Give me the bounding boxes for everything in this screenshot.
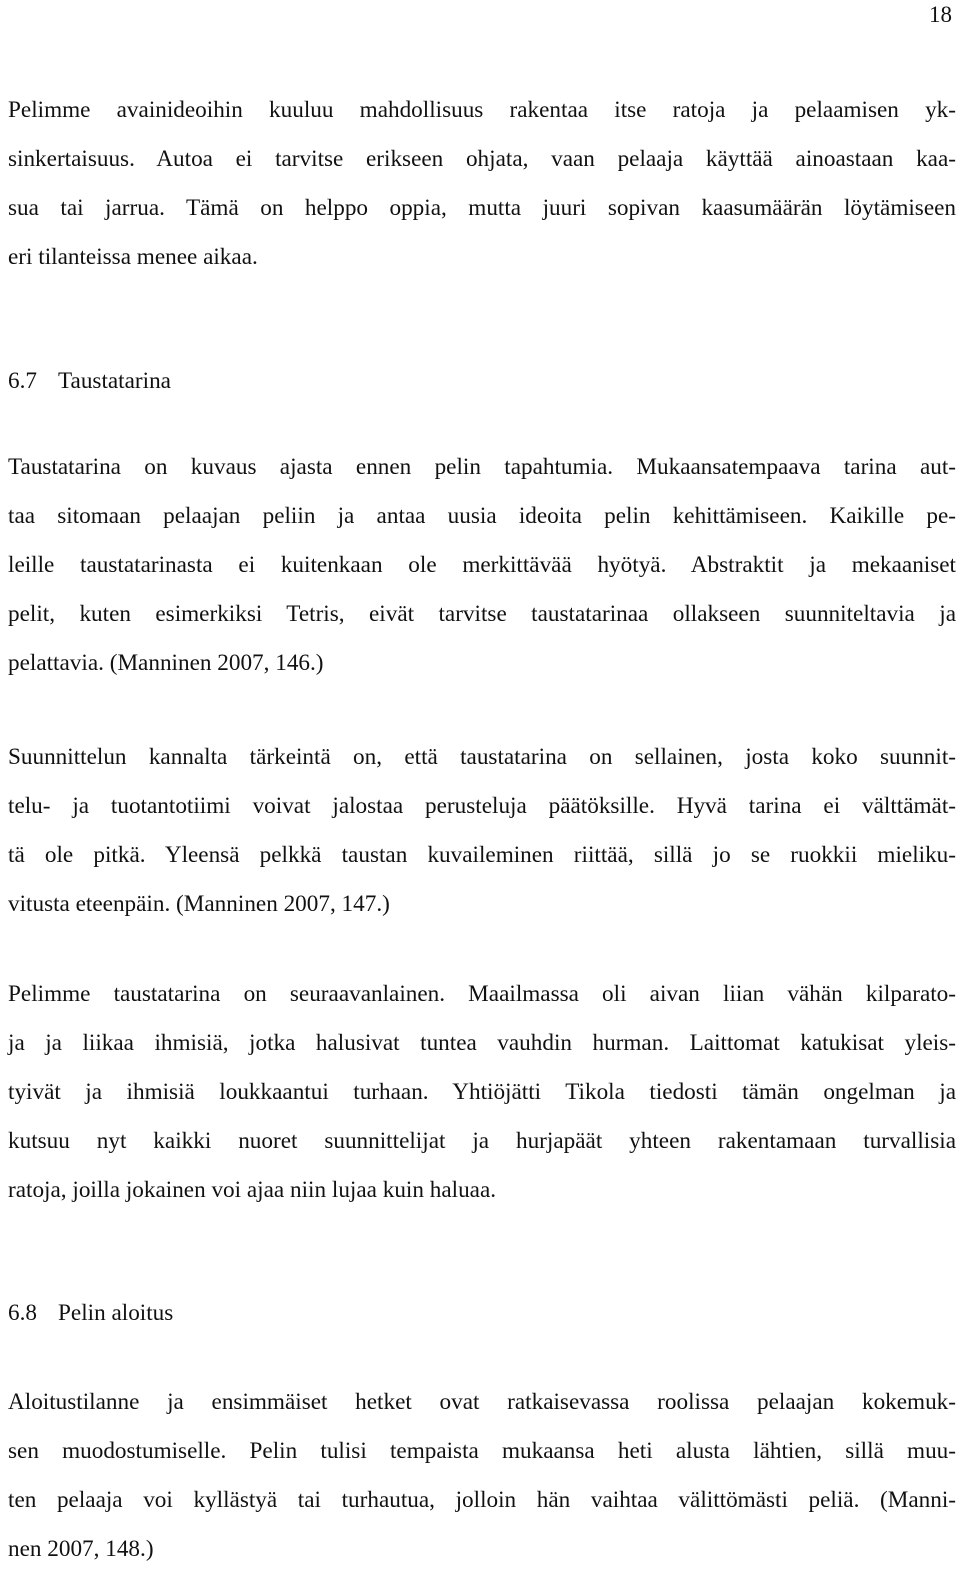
text-line: ja ja liikaa ihmisiä, jotka halusivat tuntea vauhdin hurman. Laittomat katukisat yleis- [8,1030,956,1056]
section-title: Taustatarina [58,368,171,394]
text-line: taa sitomaan pelaajan peliin ja antaa uusia ideoita pelin kehittämiseen. Kaikille pe- [8,503,956,529]
text-line: pelattavia. (Manninen 2007, 146.) [8,650,324,676]
text-line: sen muodostumiselle. Pelin tulisi tempaista mukaansa heti alusta lähtien, sillä muu- [8,1438,956,1464]
section-number: 6.7 [8,368,37,394]
paragraph-our-story [8,970,956,1215]
text-line: sinkertaisuus. Autoa ei tarvitse erikseen ohjata, vaan pelaaja käyttää ainoastaan kaa- [8,146,956,172]
paragraph-background-story [8,443,956,688]
section-heading-6-8 [8,1298,173,1328]
paragraph-game-start [8,1378,956,1574]
text-line: Pelimme avainideoihin kuuluu mahdollisuus rakentaa itse ratoja ja pelaamisen yk- [8,97,956,123]
text-line: Suunnittelun kannalta tärkeintä on, että taustatarina on sellainen, josta koko suunnit- [8,744,956,770]
section-heading-6-7 [8,366,171,396]
text-line: telu- ja tuotantotiimi voivat jalostaa perusteluja päätöksille. Hyvä tarina ei välttämät- [8,793,956,819]
text-line: tyivät ja ihmisiä loukkaantui turhaan. Yhtiöjätti Tikola tiedosti tämän ongelman ja [8,1079,956,1105]
paragraph-design-perspective [8,733,956,929]
section-number: 6.8 [8,1300,37,1326]
page-number: 18 [929,2,952,27]
text-line: vitusta eteenpäin. (Manninen 2007, 147.) [8,891,390,917]
text-line: ten pelaaja voi kyllästyä tai turhautua, jolloin hän vaihtaa välittömästi peliä. (Manni- [8,1487,956,1513]
text-line: kutsuu nyt kaikki nuoret suunnittelijat ja hurjapäät yhteen rakentamaan turvallisia [8,1128,956,1154]
text-line: sua tai jarrua. Tämä on helppo oppia, mutta juuri sopivan kaasumäärän löytämiseen [8,195,956,221]
text-line: tä ole pitkä. Yleensä pelkkä taustan kuvaileminen riittää, sillä jo se ruokkii mieliku- [8,842,956,868]
text-line: Pelimme taustatarina on seuraavanlainen. Maailmassa oli aivan liian vähän kilparato- [8,981,956,1007]
text-line: Aloitustilanne ja ensimmäiset hetket ovat ratkaisevassa roolissa pelaajan kokemuk- [8,1389,956,1415]
text-line: ratoja, joilla jokainen voi ajaa niin lujaa kuin haluaa. [8,1177,497,1203]
section-title: Pelin aloitus [58,1300,174,1326]
text-line: nen 2007, 148.) [8,1536,154,1562]
text-line: pelit, kuten esimerkiksi Tetris, eivät tarvitse taustatarinaa ollakseen suunniteltavia ja [8,601,956,627]
text-line: Taustatarina on kuvaus ajasta ennen pelin tapahtumia. Mukaansatempaava tarina aut- [8,454,956,480]
text-line: leille taustatarinasta ei kuitenkaan ole merkittävää hyötyä. Abstraktit ja mekaaniset [8,552,956,578]
paragraph-intro [8,86,956,282]
text-line: eri tilanteissa menee aikaa. [8,244,258,270]
